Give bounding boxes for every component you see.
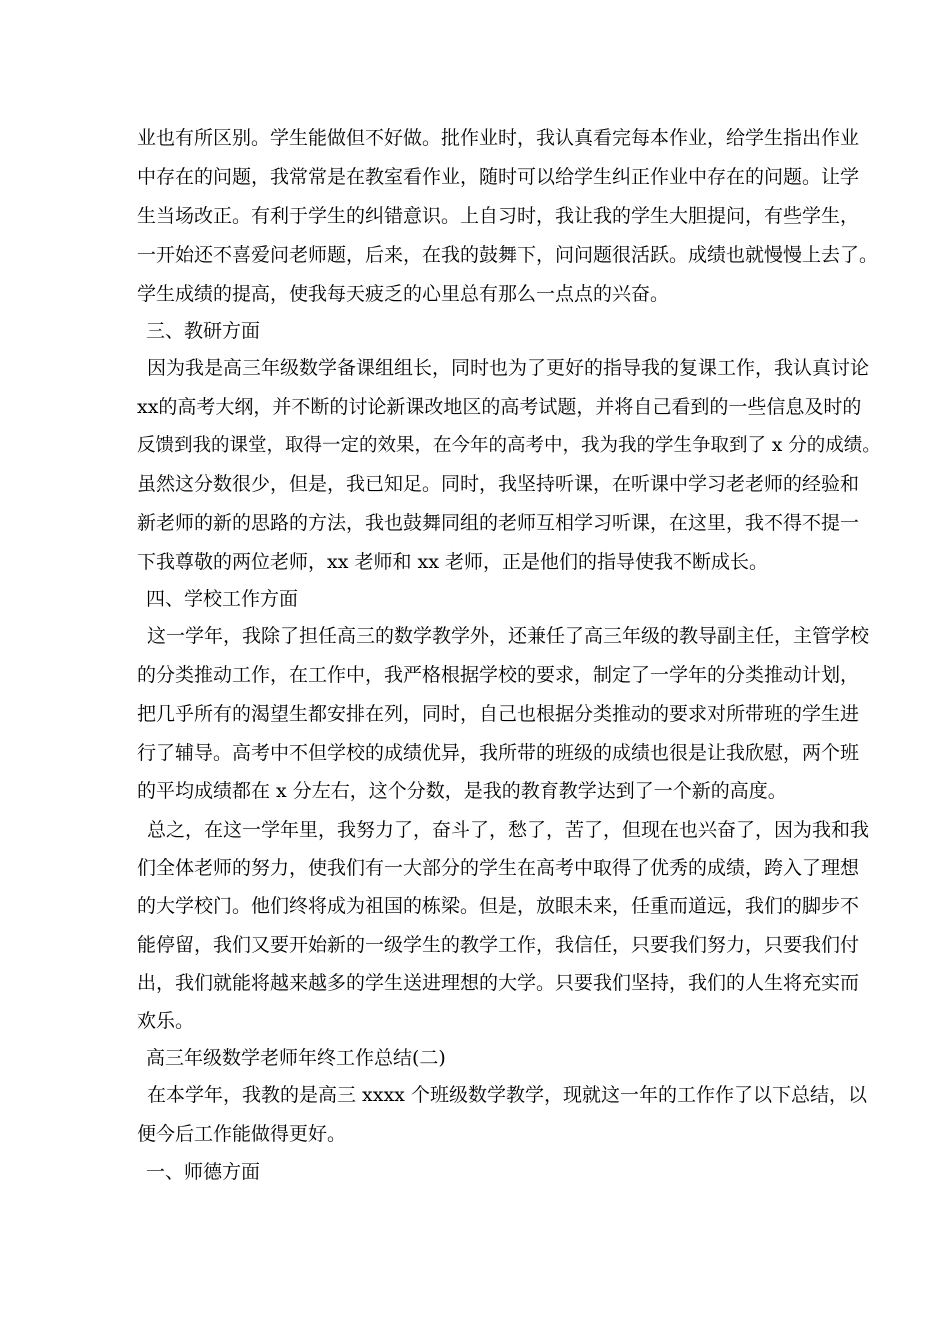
section-heading: 三、教研方面 [146, 320, 261, 342]
text-line: 中存在的问题，我常常是在教室看作业，随时可以给学生纠正作业中存在的问题。让学 [137, 166, 860, 188]
text-line: 便今后工作能做得更好。 [137, 1123, 347, 1145]
text-line: 的分类推动工作，在工作中，我严格根据学校的要求，制定了一学年的分类推动计划， [137, 664, 860, 686]
text-line: 下我尊敬的两位老师，xx 老师和 xx 老师，正是他们的指导使我不断成长。 [137, 551, 768, 573]
text-line: 因为我是高三年级数学备课组组长，同时也为了更好的指导我的复课工作，我认真讨论 [147, 357, 870, 379]
text-line: 们全体老师的努力，使我们有一大部分的学生在高考中取得了优秀的成绩，跨入了理想 [137, 857, 860, 879]
section-heading: 四、学校工作方面 [146, 588, 299, 610]
text-line: 业也有所区别。学生能做但不好做。批作业时，我认真看完每本作业，给学生指出作业 [137, 127, 860, 149]
article-title: 高三年级数学老师年终工作总结(二) [146, 1047, 446, 1069]
text-line: 反馈到我的课堂，取得一定的效果，在今年的高考中，我为我的学生争取到了 x 分的成绩。 [137, 435, 881, 456]
text-line: 生当场改正。有利于学生的纠错意识。上自习时，我让我的学生大胆提问，有些学生， [137, 205, 860, 227]
text-line: 的大学校门。他们终将成为祖国的栋梁。但是，放眼未来，任重而道远，我们的脚步不 [137, 895, 860, 917]
text-line: 一开始还不喜爱问老师题，后来，在我的鼓舞下，问问题很活跃。成绩也就慢慢上去了。 [137, 244, 879, 266]
text-line: 行了辅导。高考中不但学校的成绩优异，我所带的班级的成绩也很是让我欣慰，两个班 [137, 742, 860, 764]
text-line: 欢乐。 [137, 1010, 195, 1032]
text-line: 学生成绩的提高，使我每天疲乏的心里总有那么一点点的兴奋。 [137, 283, 670, 305]
text-line: 总之，在这一学年里，我努力了，奋斗了，愁了，苦了，但现在也兴奋了，因为我和我 [147, 819, 870, 841]
text-line: xx的高考大纲，并不断的讨论新课改地区的高考试题，并将自己看到的一些信息及时的 [137, 396, 862, 418]
text-line: 把几乎所有的渴望生都安排在列，同时，自己也根据分类推动的要求对所带班的学生进 [137, 703, 860, 725]
text-line: 这一学年，我除了担任高三的数学教学外，还兼任了高三年级的教导副主任，主管学校 [147, 625, 870, 647]
text-line: 能停留，我们又要开始新的一级学生的教学工作，我信任，只要我们努力，只要我们付 [137, 934, 860, 956]
text-line: 新老师的新的思路的方法，我也鼓舞同组的老师互相学习听课，在这里，我不得不提一 [137, 512, 860, 534]
section-heading: 一、师德方面 [146, 1161, 261, 1183]
text-line: 出，我们就能将越来越多的学生送进理想的大学。只要我们坚持，我们的人生将充实而 [137, 972, 860, 994]
text-line: 在本学年，我教的是高三 xxxx 个班级数学教学，现就这一年的工作作了以下总结，以 [147, 1084, 867, 1106]
text-line: 的平均成绩都在 x 分左右，这个分数，是我的教育教学达到了一个新的高度。 [137, 780, 787, 802]
text-line: 虽然这分数很少，但是，我已知足。同时，我坚持听课，在听课中学习老老师的经验和 [137, 473, 860, 495]
